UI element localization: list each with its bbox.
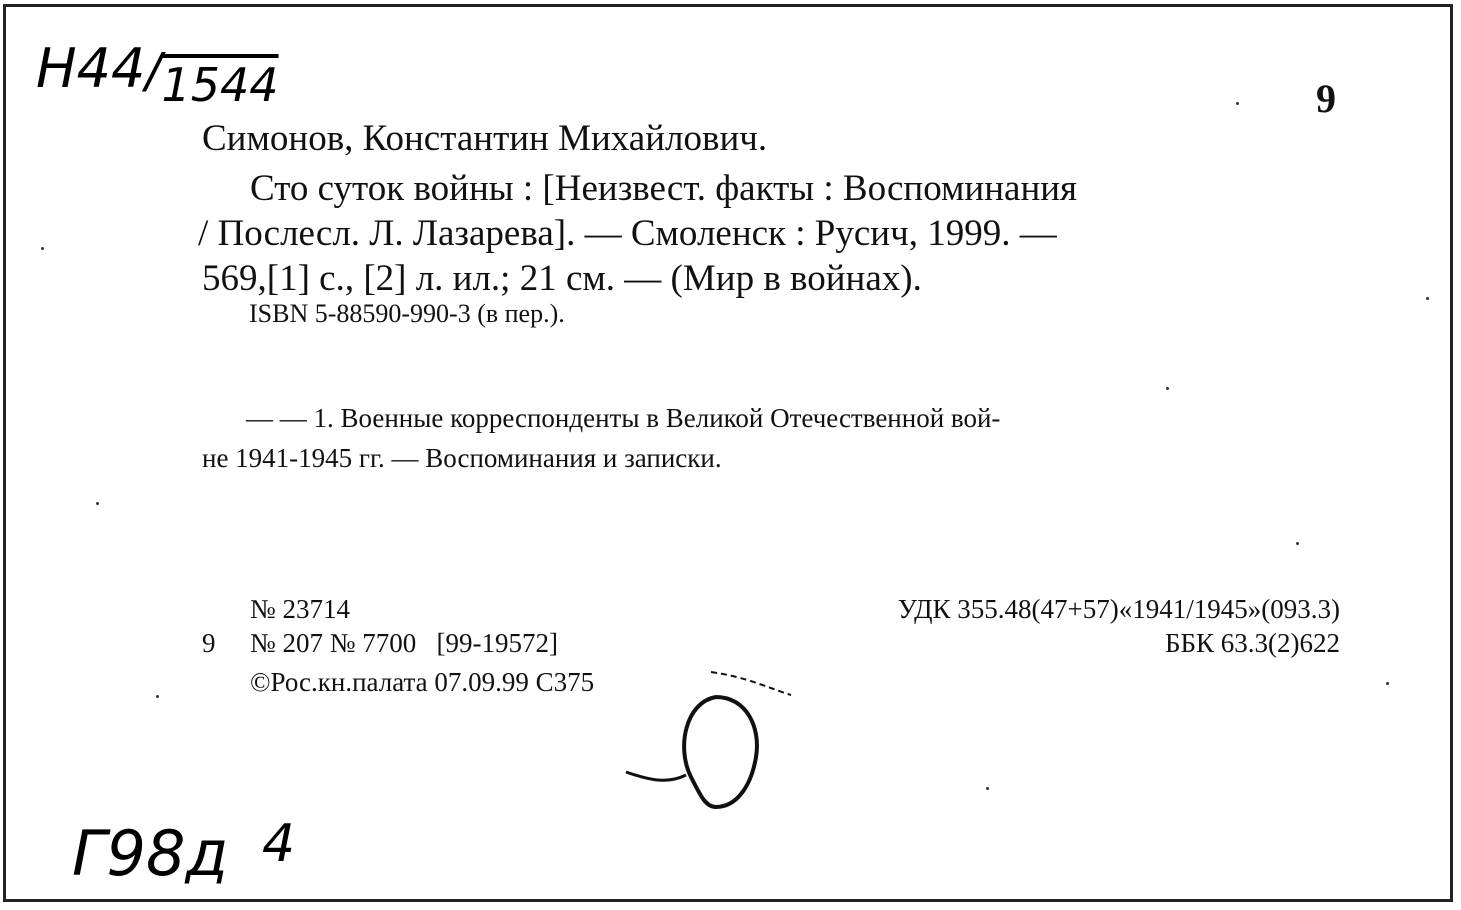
- handwritten-code: H44: [36, 37, 146, 100]
- catalog-card: [3, 4, 1453, 902]
- scan-speck: [1426, 297, 1429, 300]
- scan-speck: [986, 787, 989, 790]
- isbn: ISBN 5-88590-990-3 (в пер.).: [249, 299, 565, 328]
- description-line-2: / Послесл. Л. Лазарева]. — Смоленск : Русич, 1999. —: [198, 213, 1057, 254]
- handwritten-doodle: [616, 667, 816, 827]
- handwritten-fraction: 1544: [161, 58, 279, 112]
- handwritten-bottom-digit: 4: [262, 814, 296, 874]
- scan-speck: [96, 502, 99, 505]
- handwritten-bottom-code: Г98д: [72, 817, 229, 890]
- scan-speck: [1386, 682, 1389, 685]
- record-number-prefix: 9: [202, 628, 216, 658]
- subject-line-2: не 1941-1945 гг. — Воспоминания и записки.: [202, 443, 722, 473]
- description-line-3: 569,[1] с., [2] л. ил.; 21 см. — (Мир в войнах).: [202, 258, 922, 299]
- udk-classification: УДК 355.48(47+57)«1941/1945»(093.3): [897, 594, 1340, 624]
- scan-speck: [1296, 542, 1299, 545]
- bbk-classification: ББК 63.3(2)622: [1165, 628, 1340, 658]
- handwritten-shelf-mark: H44/1544: [36, 37, 279, 112]
- scan-speck: [156, 695, 159, 698]
- scan-speck: [41, 247, 44, 250]
- record-number: № 23714: [250, 594, 351, 624]
- author-heading: Симонов, Константин Михайлович.: [202, 118, 768, 159]
- scan-speck: [1236, 102, 1239, 105]
- page-number: 9: [1316, 76, 1336, 121]
- scan-speck: [1166, 387, 1169, 390]
- subject-line-1: — — 1. Военные корреспонденты в Великой Отечественной вой-: [246, 403, 1001, 433]
- copyright-line: ©Рос.кн.палата 07.09.99 С375: [250, 667, 595, 697]
- handwritten-bottom-mark: [72, 814, 296, 890]
- record-numbers: № 207 № 7700 [99-19572]: [250, 628, 558, 658]
- description-line-1: Сто суток войны : [Неизвест. факты : Воспоминания: [250, 168, 1078, 209]
